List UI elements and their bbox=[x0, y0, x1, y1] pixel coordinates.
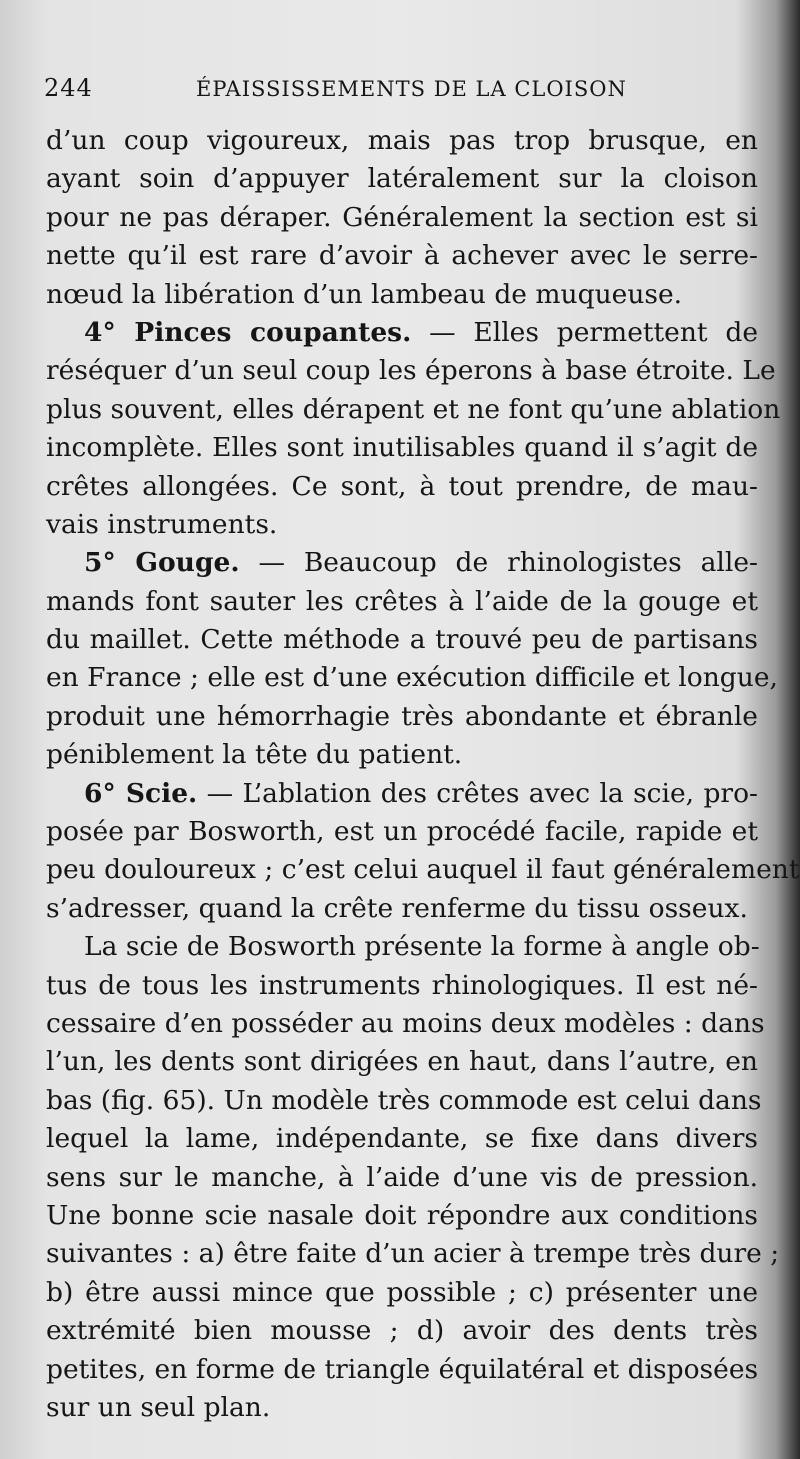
text-line bbox=[46, 314, 758, 352]
line-text: bas (fig. 65). Un modèle très commode est celui dans bbox=[46, 1084, 762, 1116]
text-line bbox=[46, 813, 758, 851]
text-line bbox=[46, 621, 758, 659]
text-line bbox=[46, 352, 776, 390]
text-line bbox=[46, 160, 758, 198]
text-line bbox=[46, 698, 758, 736]
section-heading: 5° Gouge. bbox=[84, 547, 240, 579]
line-text: plus souvent, elles dérapent et ne font qu’une ablation bbox=[46, 393, 781, 425]
line-text: réséquer d’un seul coup les éperons à base étroite. Le bbox=[46, 355, 776, 387]
page-header bbox=[44, 74, 704, 110]
section-heading: 4° Pinces coupantes. bbox=[84, 316, 412, 348]
text-line bbox=[46, 237, 758, 275]
text-line bbox=[46, 276, 758, 314]
text-line bbox=[46, 1351, 758, 1389]
text-line bbox=[46, 199, 758, 237]
line-text: l’un, les dents sont dirigées en haut, dans l’autre, en bbox=[46, 1046, 758, 1078]
line-text: sens sur le manche, à l’aide d’une vis de pression. bbox=[46, 1161, 758, 1193]
line-text: La scie de Bosworth présente la forme à angle ob- bbox=[84, 931, 760, 963]
text-line bbox=[46, 391, 781, 429]
line-text: — Elles permettent de bbox=[411, 316, 758, 348]
running-title: ÉPAISSISSEMENTS DE LA CLOISON bbox=[196, 77, 627, 101]
line-text: extrémité bien mousse ; d) avoir des dents très bbox=[46, 1315, 758, 1347]
section-heading: 6° Scie. bbox=[84, 777, 198, 809]
text-line bbox=[46, 1274, 758, 1312]
line-text: nœud la libération d’un lambeau de muqueuse. bbox=[46, 278, 683, 310]
text-line bbox=[46, 1389, 758, 1427]
line-text: peu douloureux ; c’est celui auquel il faut généralement bbox=[46, 854, 800, 886]
text-line bbox=[46, 583, 758, 621]
line-text: en France ; elle est d’une exécution difficile et longue, bbox=[46, 662, 778, 694]
line-text: s’adresser, quand la crête renferme du tissu osseux. bbox=[46, 892, 748, 924]
line-text: vais instruments. bbox=[46, 508, 278, 540]
line-text: d’un coup vigoureux, mais pas trop brusque, en bbox=[46, 125, 758, 156]
text-line bbox=[46, 851, 800, 889]
text-line bbox=[46, 659, 778, 697]
text-line bbox=[46, 1120, 758, 1158]
line-text: posée par Bosworth, est un procédé facile, rapide et bbox=[46, 816, 758, 848]
line-text: lequel la lame, indépendante, se fixe dans divers bbox=[46, 1123, 758, 1155]
line-text: crêtes allongées. Ce sont, à tout prendre, de mau- bbox=[46, 470, 758, 502]
line-text: incomplète. Elles sont inutilisables quand il s’agit de bbox=[46, 432, 758, 464]
text-line bbox=[46, 122, 758, 160]
line-text: petites, en forme de triangle équilatéral et disposées bbox=[46, 1353, 759, 1385]
text-line bbox=[46, 928, 758, 966]
text-line bbox=[46, 890, 758, 928]
line-text: sur un seul plan. bbox=[46, 1391, 271, 1423]
text-line bbox=[46, 506, 758, 544]
line-text: pour ne pas déraper. Généralement la section est si bbox=[46, 201, 758, 233]
page-number: 244 bbox=[44, 74, 93, 102]
body-text bbox=[46, 122, 800, 1427]
text-line bbox=[46, 1235, 780, 1273]
text-line bbox=[46, 1312, 758, 1350]
text-line bbox=[46, 544, 758, 582]
line-text: mands font sauter les crêtes à l’aide de la gouge et bbox=[46, 585, 758, 617]
line-text: du maillet. Cette méthode a trouvé peu de partisans bbox=[46, 624, 758, 656]
text-line bbox=[46, 468, 758, 506]
text-line bbox=[46, 1197, 758, 1235]
text-line bbox=[46, 1043, 758, 1081]
line-text: suivantes : a) être faite d’un acier à trempe très dure ; bbox=[46, 1238, 780, 1270]
line-text: — Beaucoup de rhinologistes alle- bbox=[239, 547, 758, 579]
line-text: péniblement la tête du patient. bbox=[46, 739, 463, 771]
text-line bbox=[46, 429, 758, 467]
text-line bbox=[46, 736, 758, 774]
text-line bbox=[46, 775, 758, 813]
line-text: nette qu’il est rare d’avoir à achever avec le serre- bbox=[46, 240, 758, 272]
text-line bbox=[46, 1082, 762, 1120]
line-text: tus de tous les instruments rhinologiques. Il est né- bbox=[46, 969, 758, 1001]
line-text: cessaire d’en posséder au moins deux modèles : dans bbox=[46, 1007, 765, 1039]
text-line bbox=[46, 967, 758, 1005]
text-line bbox=[46, 1159, 758, 1197]
line-text: — L’ablation des crêtes avec la scie, pro- bbox=[197, 777, 758, 809]
line-text: produit une hémorrhagie très abondante et ébranle bbox=[46, 700, 758, 732]
line-text: ayant soin d’appuyer latéralement sur la cloison bbox=[46, 163, 758, 195]
line-text: Une bonne scie nasale doit répondre aux conditions bbox=[46, 1199, 758, 1231]
text-line bbox=[46, 1005, 765, 1043]
line-text: b) être aussi mince que possible ; c) présenter une bbox=[46, 1276, 758, 1308]
